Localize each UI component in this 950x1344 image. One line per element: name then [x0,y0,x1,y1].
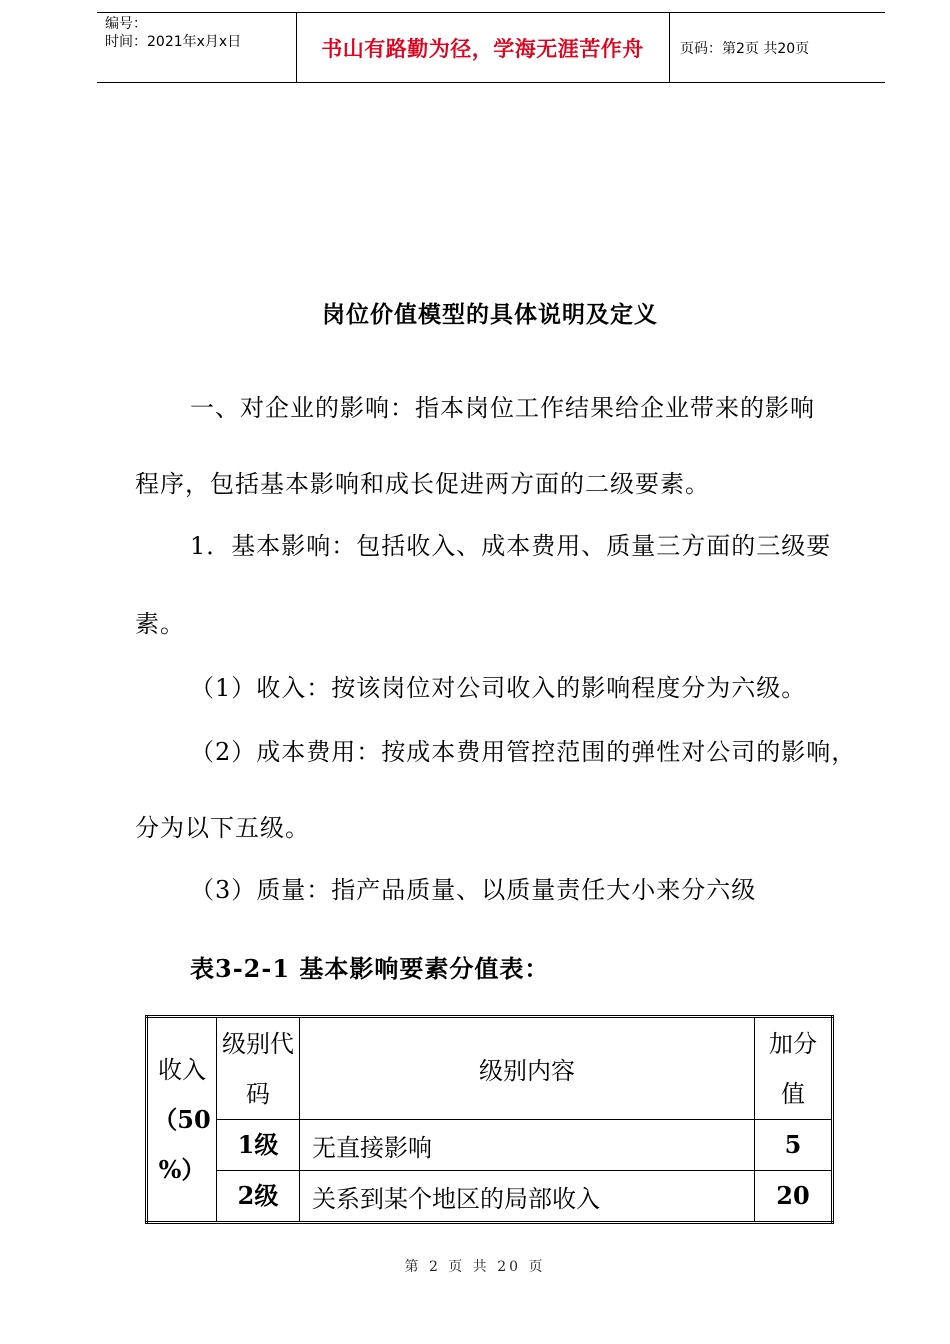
category-line: 收入 [158,1055,206,1084]
header-number-label: 编号： [105,16,147,32]
paragraph-3: （1）收入：按该岗位对公司收入的影响程度分为六级。 [190,674,807,702]
header-page-info: 页码：第2页 共20页 [680,40,810,57]
paragraph-2-line-2: 素。 [135,610,185,638]
row-code: 2级 [217,1171,300,1223]
document-title: 岗位价值模型的具体说明及定义 [322,301,658,328]
header-date-label: 时间：2021年x月x日 [105,34,242,50]
header-meta [97,13,297,82]
row-content: 无直接影响 [300,1120,755,1171]
header-score-line: 加分 [769,1029,817,1058]
basic-impact-table [145,1015,834,1224]
paragraph-5: （3）质量：指产品质量、以质量责任大小来分六级 [190,876,757,904]
row-code: 1级 [217,1120,300,1171]
category-line: %） [158,1154,206,1184]
paragraph-1-line-2: 程序，包括基本影响和成长促进两方面的二级要素。 [135,470,710,498]
row-score: 5 [755,1120,833,1171]
table-header-row [147,1017,833,1120]
category-line: （50 [153,1104,211,1134]
header-code-line: 码 [246,1079,270,1108]
table-row [147,1120,833,1171]
header-content-cell: 级别内容 [300,1017,755,1120]
header-code-line: 级别代 [222,1029,294,1058]
page-header [97,12,885,83]
table-caption: 表3-2-1 基本影响要素分值表： [190,954,550,983]
paragraph-4-line-1: （2）成本费用：按成本费用管控范围的弹性对公司的影响， [190,738,857,766]
table-row [147,1171,833,1223]
row-score: 20 [755,1171,833,1223]
category-cell [147,1017,217,1223]
header-code-cell [217,1017,300,1120]
paragraph-4-line-2: 分为以下五级。 [135,814,310,842]
paragraph-2-line-1: 1．基本影响：包括收入、成本费用、质量三方面的三级要 [190,532,832,560]
row-content: 关系到某个地区的局部收入 [300,1171,755,1223]
paragraph-1-line-1: 一、对企业的影响：指本岗位工作结果给企业带来的影响 [190,394,815,422]
header-score-cell [755,1017,833,1120]
header-motto: 书山有路勤为径，学海无涯苦作舟 [296,13,670,82]
page-footer: 第 2 页 共 20 页 [404,1259,546,1275]
header-score-line: 值 [781,1079,805,1108]
